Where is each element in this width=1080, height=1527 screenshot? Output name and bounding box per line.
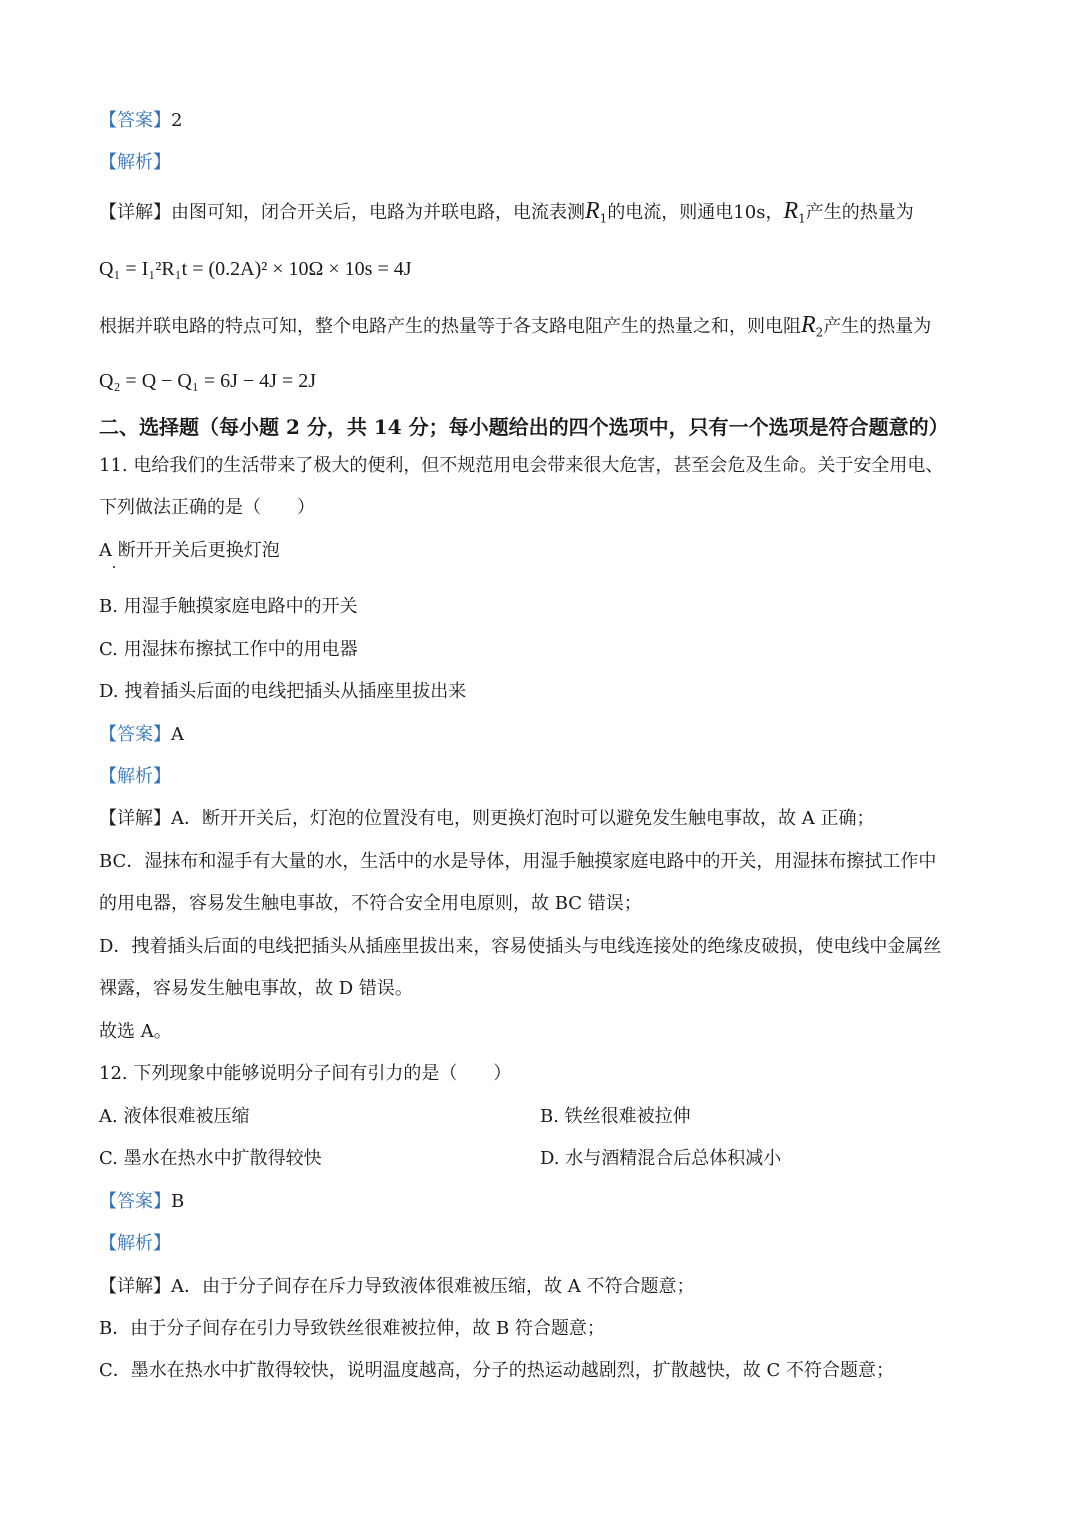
- q10-detail-r1-b: R: [783, 198, 799, 224]
- q11-conclusion: 故选 A。: [99, 1021, 172, 1042]
- q11-option-c: C. 用湿抹布擦拭工作中的用电器: [99, 639, 358, 660]
- q11-detail-d-2: 裸露，容易发生触电事故，故 D 错误。: [99, 978, 413, 999]
- q12-options-row-1: [99, 1104, 990, 1130]
- q11-option-b: B. 用湿手触摸家庭电路中的开关: [99, 596, 358, 617]
- q10-analysis-line: [99, 150, 990, 176]
- q11-option-a: A 断开开关后更换灯泡: [99, 540, 280, 561]
- q12-options-row-2: [99, 1146, 990, 1172]
- q11-answer-line: [99, 722, 990, 748]
- q10-detail-text-1: 由图可知，闭合开关后，电路为并联电路，电流表测: [171, 202, 585, 223]
- q10-detail-r1b-sub: 1: [798, 211, 806, 226]
- q12-analysis-tag: 【解析】: [99, 1233, 171, 1254]
- q10-para-2-r: R: [801, 312, 816, 338]
- q12-detail-tag: 【详解】: [99, 1276, 171, 1297]
- q10-formula-2: Q₂ = Q − Q₁ = 6J − 4J = 2J: [99, 370, 317, 392]
- q10-para-2-sub: 2: [815, 325, 824, 340]
- q11-stem-2: 下列做法正确的是（ ）: [99, 497, 315, 518]
- q10-detail-r1-a: R: [585, 198, 600, 224]
- q11-stem-1: 11. 电给我们的生活带来了极大的便利，但不规范用电会带来很大危害，甚至会危及生命。关于安全用电、: [99, 455, 944, 476]
- q10-detail-r1-sub: 1: [599, 211, 608, 226]
- q11-analysis-tag: 【解析】: [99, 766, 171, 787]
- q12-answer-tag: 【答案】: [99, 1191, 171, 1212]
- q10-detail-text-2: 的电流，则通电10s，: [607, 202, 784, 223]
- q11-option-d: D. 拽着插头后面的电线把插头从插座里拔出来: [99, 681, 467, 702]
- q11-analysis-line: [99, 764, 990, 790]
- q12-detail-c: C．墨水在热水中扩散得较快，说明温度越高，分子的热运动越剧烈，扩散越快，故 C 不符合题意；: [99, 1360, 894, 1381]
- q12-option-c: C. 墨水在热水中扩散得较快: [99, 1148, 322, 1169]
- q12-answer-line: [99, 1189, 990, 1215]
- q12-answer-value: B: [171, 1191, 185, 1212]
- q10-answer-tag: 【答案】: [99, 110, 171, 131]
- q10-analysis-tag: 【解析】: [99, 152, 171, 173]
- section-title: 二、选择题（每小题 2 分，共 14 分；每小题给出的四个选项中，只有一个选项是符合题意的）: [99, 415, 949, 439]
- q12-stem: 12. 下列现象中能够说明分子间有引力的是（ ）: [99, 1063, 512, 1084]
- q11-detail-d-1: D．拽着插头后面的电线把插头从插座里拔出来，容易使插头与电线连接处的绝缘皮破损，使电线中金属丝: [99, 936, 942, 957]
- q11-detail-tag: 【详解】: [99, 808, 171, 829]
- q12-option-a: A. 液体很难被压缩: [99, 1106, 250, 1127]
- q11-detail-bc-2: 的用电器，容易发生触电事故，不符合安全用电原则，故 BC 错误；: [99, 893, 642, 914]
- q10-formula-1: Q₁ = I₁²R₁t = (0.2A)² × 10Ω × 10s = 4J: [99, 258, 412, 280]
- q11-detail-a-line: [99, 806, 990, 832]
- q12-analysis-line: [99, 1231, 990, 1257]
- q11-answer-value: A: [171, 724, 184, 745]
- q10-para-2-end: 产生的热量为: [823, 316, 932, 337]
- q11-detail-a: A．断开开关后，灯泡的位置没有电，则更换灯泡时可以避免发生触电事故，故 A 正确；: [171, 808, 875, 829]
- q10-detail-line: [99, 198, 990, 232]
- q12-option-b: B. 铁丝很难被拉伸: [540, 1106, 691, 1127]
- q12-detail-a: A．由于分子间存在斥力导致液体很难被压缩，故 A 不符合题意；: [171, 1276, 695, 1297]
- stray-dot: [113, 566, 115, 568]
- q12-detail-a-line: [99, 1274, 990, 1300]
- q10-answer-line: [99, 108, 990, 134]
- q10-para-2-text: 根据并联电路的特点可知，整个电路产生的热量等于各支路电阻产生的热量之和，则电阻: [99, 316, 801, 337]
- q10-detail-tag: 【详解】: [99, 202, 171, 223]
- q12-option-d: D. 水与酒精混合后总体积减小: [540, 1148, 782, 1169]
- q12-detail-b: B．由于分子间存在引力导致铁丝很难被拉伸，故 B 符合题意；: [99, 1318, 605, 1339]
- q11-answer-tag: 【答案】: [99, 724, 171, 745]
- q10-answer-value: 2: [171, 110, 183, 131]
- q10-detail-text-3: 产生的热量为: [805, 202, 914, 223]
- q10-para-2: [99, 312, 990, 346]
- q11-detail-bc-1: BC．湿抹布和湿手有大量的水，生活中的水是导体，用湿手触摸家庭电路中的开关，用湿抹布擦拭工作中: [99, 851, 937, 872]
